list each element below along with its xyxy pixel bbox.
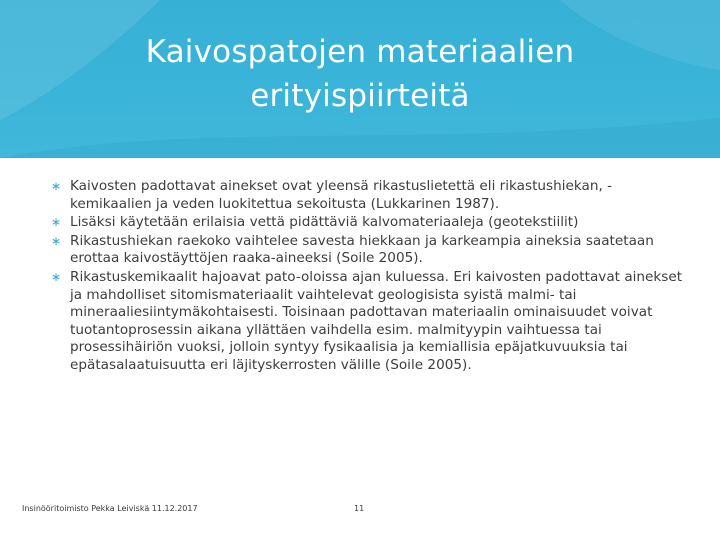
bullet-text: Lisäksi käytetään erilaisia vettä pidättäviä kalvomateriaaleja (geotekstiilit) xyxy=(70,214,579,231)
bullet-text: Rikastuskemikaalit hajoavat pato-oloissa ajan kuluessa. Eri kaivosten padottavat ainekset ja mahdolliset sitomismateriaalit vaihtelevat geologisista syistä malmi- tai mineraaliesiintymäkohtaisesti. Toisinaan padottavan materiaalin ominaisuudet voivat tuotantoprosessin aikana yllättäen vaihdella esim. malmityypin vaihtuessa tai prosessihäiriön vuoksi, jolloin syntyy fysikaalisia ja kemiallisia epäjatkuvuuksia tai epätasalaatuisuutta eri läjityskerrosten välille (Soile 2005). xyxy=(70,268,683,373)
page-number: 11 xyxy=(354,504,365,513)
asterisk-bullet-icon: ∗ xyxy=(50,179,62,193)
bullet-item xyxy=(50,214,690,232)
asterisk-bullet-icon: ∗ xyxy=(50,269,62,284)
asterisk-bullet-icon: ∗ xyxy=(50,233,62,248)
bullet-text: Rikastushiekan raekoko vaihtelee savesta hiekkaan ja karkeampia aineksia saatetaan erottaa kaivostäyttöjen raaka-aineeksi (Soile 2005). xyxy=(70,232,654,267)
bullet-item xyxy=(50,233,690,268)
title-band xyxy=(0,0,720,158)
asterisk-bullet-icon: ∗ xyxy=(50,215,62,230)
bullet-text: Kaivosten padottavat ainekset ovat yleensä rikastuslietettä eli rikastushiekan, -kemikaalien ja veden luokitettua sekoitusta (Lukkarinen 1987). xyxy=(70,178,612,212)
bullet-item xyxy=(50,178,690,213)
slide-title: Kaivospatojen materiaalien erityispiirteitä xyxy=(145,34,575,114)
bullet-item xyxy=(50,269,690,375)
footer-author: Insinööritoimisto Pekka Leiviskä 11.12.2017 xyxy=(22,504,198,513)
bullet-list xyxy=(50,178,690,376)
